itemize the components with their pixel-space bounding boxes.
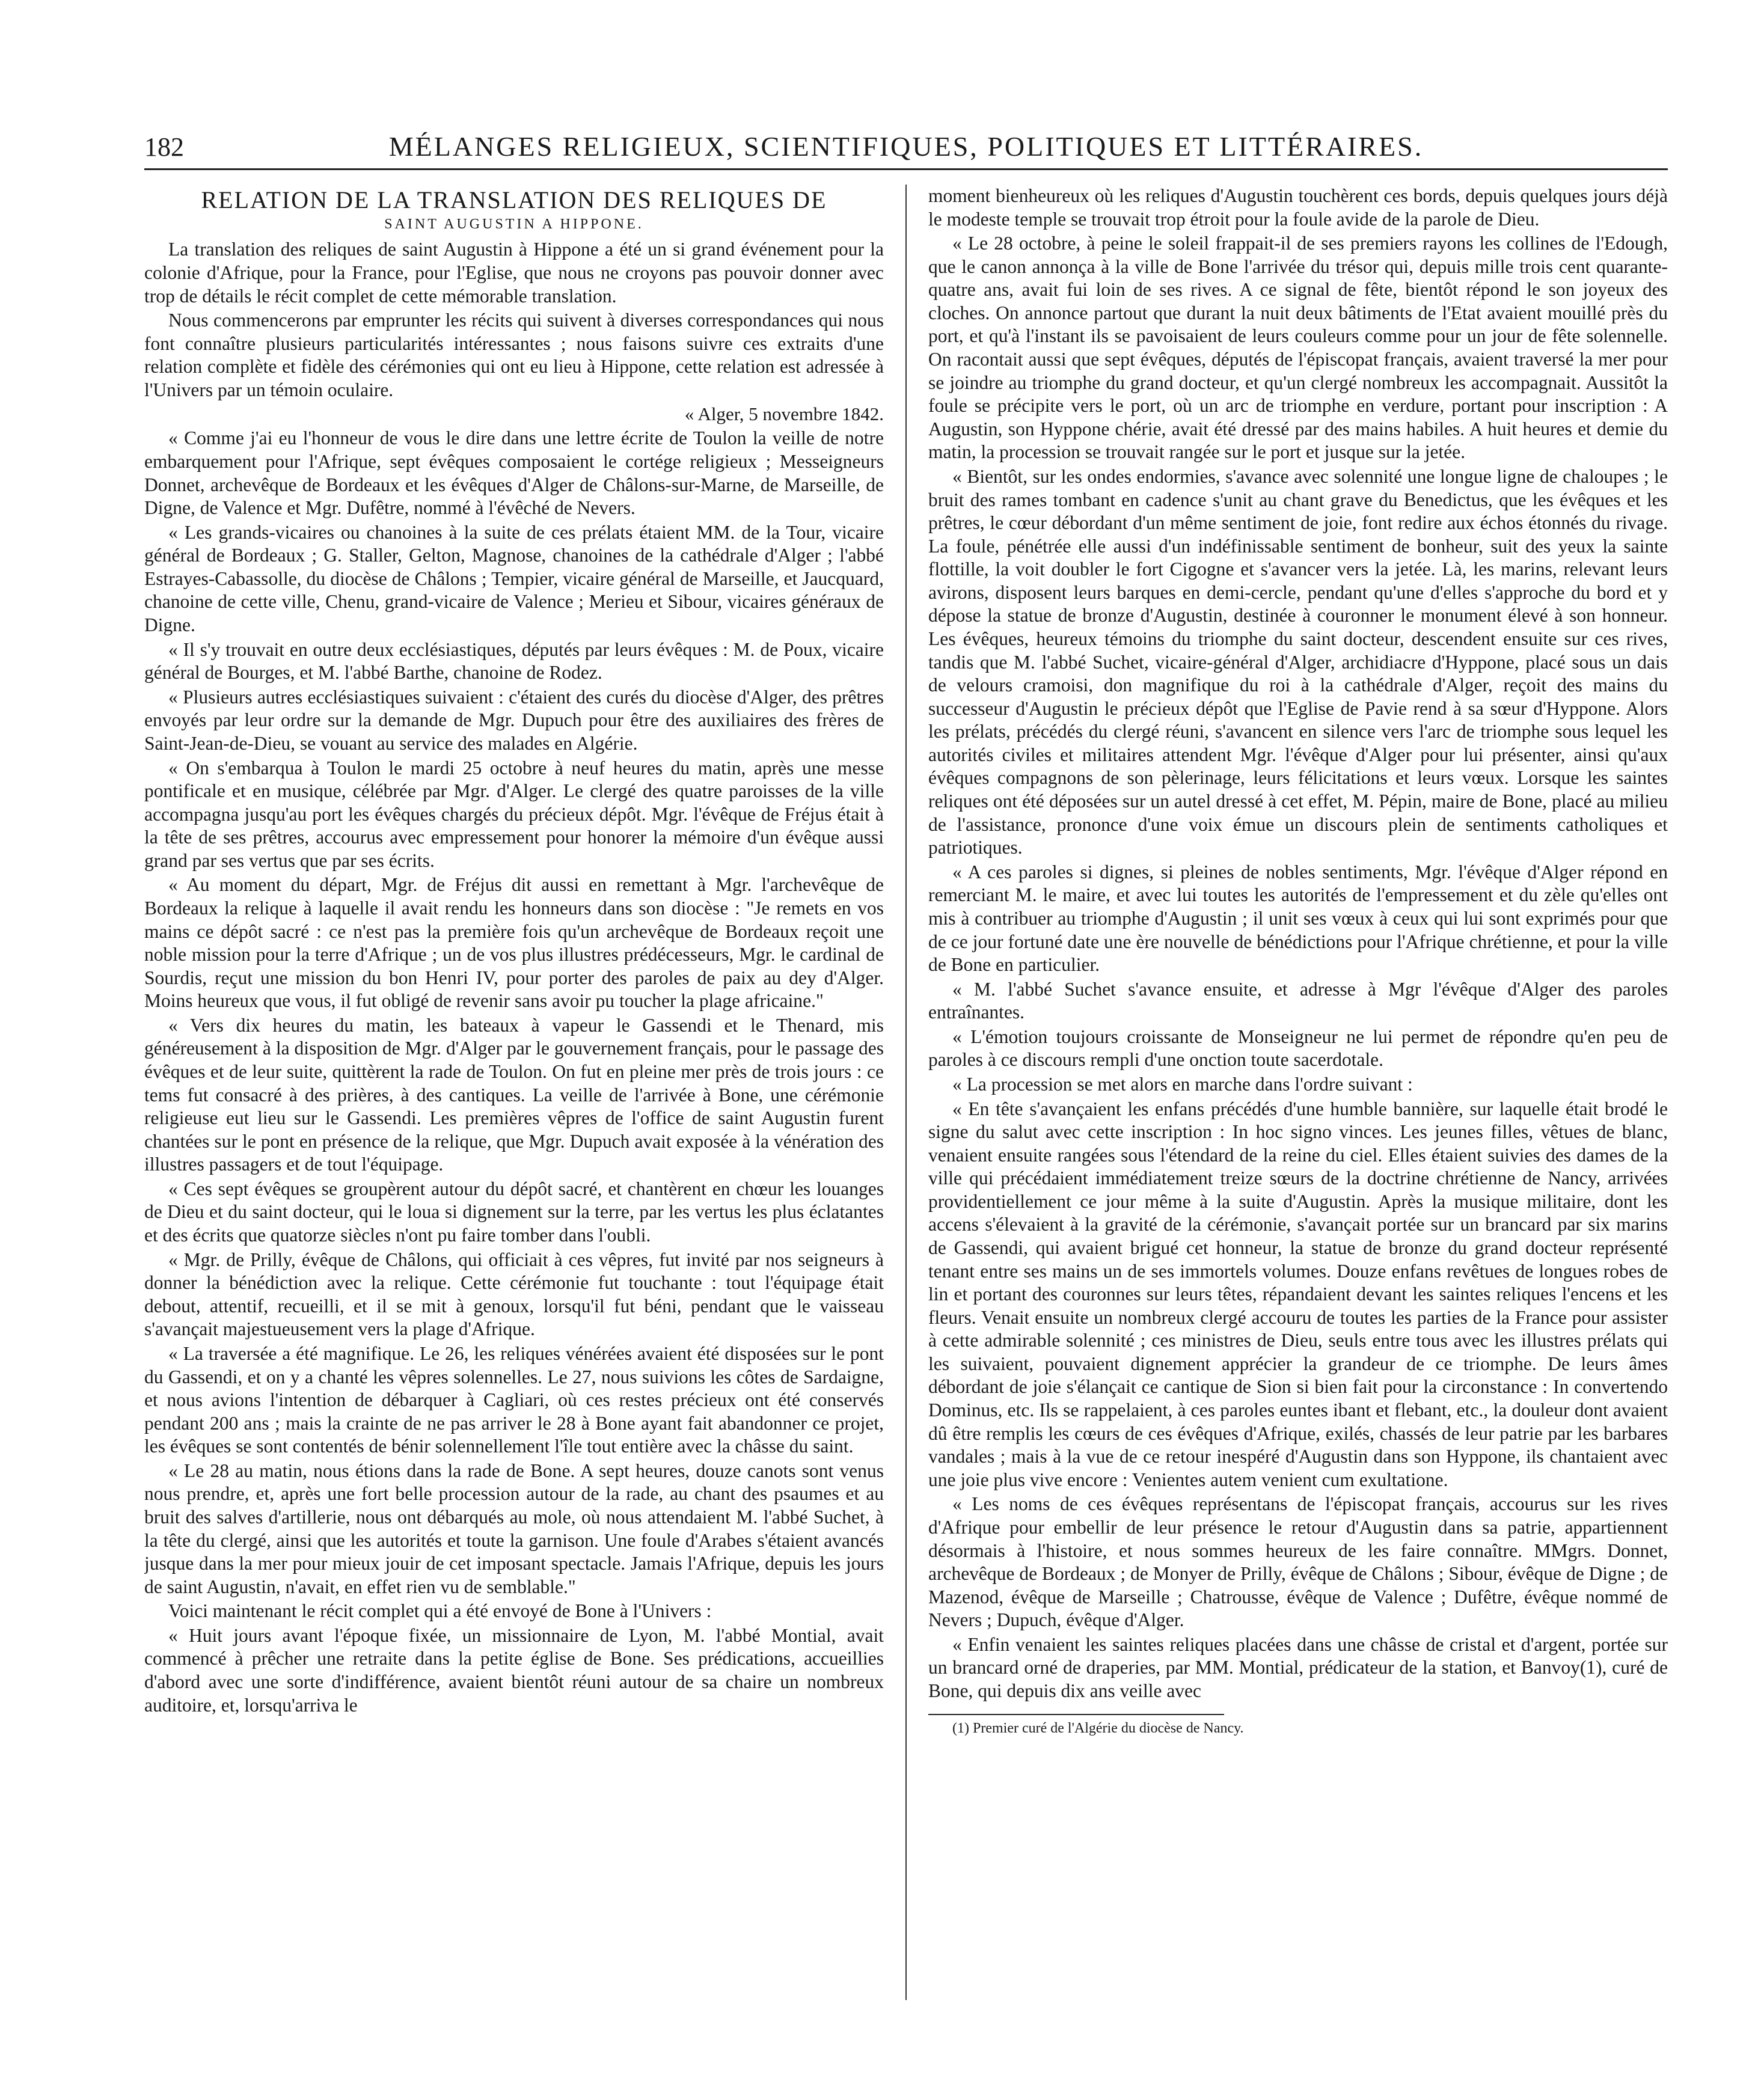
- footnote-rule: [928, 1714, 1224, 1715]
- running-head: [144, 114, 1668, 170]
- column-rule: [905, 185, 907, 2000]
- paragraph: « Bientôt, sur les ondes endormies, s'avance avec solennité une longue ligne de chaloupes ; le bruit des rames tombant en cadence s'unit au chant grave du Benedictus, que les évêques et les prêtres, le cœur débordant d'un même sentiment de joie, font redire aux échos étonnés du rivage. La foule, pénétrée elle aussi d'un indéfinissable sentiment de bonheur, suit des yeux la sainte flottille, la voit doubler le fort Cigogne et s'avancer vers la jetée. Là, les marins, relevant leurs avirons, disposent leurs barques en demi-cercle, pendant qu'une d'elles s'approche du bord et y dépose la statue de bronze d'Augustin, destinée à couronner le monument élevé à son honneur. Les évêques, heureux témoins du triomphe du saint docteur, descendent ensuite sur ces rives, tandis que M. l'abbé Suchet, vicaire-général d'Alger, archidiacre d'Hyppone, placé sous un dais de velours cramoisi, don magnifique du roi à la cathédrale d'Alger, reçoit des mains du successeur d'Augustin le précieux dépôt que l'Eglise de Pavie rend à sa sœur d'Hyppone. Alors les prélats, précédés du clergé réuni, s'avancent en silence vers l'arc de triomphe sous lequel les autorités civiles et militaires attendent Mgr. l'évêque d'Alger pour lui présenter, ainsi qu'aux évêques compagnons de son pèlerinage, leurs félicitations et leurs vœux. Lorsque les saintes reliques ont été déposées sur un autel dressé à cet effet, M. Pépin, maire de Bone, placé au milieu de l'assistance, prononce d'une voix émue un discours plein de sentiments catholiques et patriotiques.: [928, 465, 1668, 858]
- paragraph: « Les noms de ces évêques représentans de l'épiscopat français, accourus sur les rives d'Afrique pour embellir de leur présence le retour d'Augustin dans sa patrie, appartiennent désormais à l'histoire, et nous sommes heureux de les faire connaître. MMgrs. Donnet, archevêque de Bordeaux ; de Monyer de Prilly, évêque de Châlons ; Sibour, évêque de Digne ; de Mazenod, évêque de Marseille ; Chatrousse, évêque de Valence ; Dufêtre, évêque nommé de Nevers ; Dupuch, évêque d'Alger.: [928, 1493, 1668, 1631]
- article-subtitle: SAINT AUGUSTIN A HIPPONE.: [384, 216, 644, 232]
- paragraph: « L'émotion toujours croissante de Monseigneur ne lui permet de répondre qu'en peu de paroles à ce discours rempli d'une onction toute sacerdotale.: [928, 1026, 1668, 1071]
- paragraph: « M. l'abbé Suchet s'avance ensuite, et adresse à Mgr l'évêque d'Alger des paroles entraînantes.: [928, 978, 1668, 1023]
- paragraph: « On s'embarqua à Toulon le mardi 25 octobre à neuf heures du matin, après une messe pontificale et en musique, célébrée par Mgr. d'Alger. Le clergé des quatre paroisses de la ville accompagna jusqu'au port les évêques chargés du précieux dépôt. Mgr. l'évêque de Fréjus était à la tête de ses prêtres, accourus avec empressement pour honorer la mémoire d'un évêque aussi grand par ses vertus que par ses écrits.: [144, 757, 884, 871]
- paragraph: Voici maintenant le récit complet qui a été envoyé de Bone à l'Univers :: [168, 1600, 712, 1622]
- left-column: [144, 185, 884, 2000]
- paragraph: « Enfin venaient les saintes reliques placées dans une châsse de cristal et d'argent, portée sur un brancard orné de draperies, par MM. Montial, prédicateur de la station, et Banvoy(1), curé de Bone, qui depuis dix ans veille avec: [928, 1633, 1668, 1701]
- paragraph: « Plusieurs autres ecclésiastiques suivaient : c'étaient des curés du diocèse d'Alger, des prêtres envoyés par leur ordre sur la demande de Mgr. Dupuch pour être des auxiliaires des frères de Saint-Jean-de-Dieu, se vouant au service des malades en Algérie.: [144, 686, 884, 754]
- paragraph: « Il s'y trouvait en outre deux ecclésiastiques, députés par leurs évêques : M. de Poux, vicaire général de Bourges, et M. l'abbé Barthe, chanoine de Rodez.: [144, 638, 884, 684]
- paragraph: « Mgr. de Prilly, évêque de Châlons, qui officiait à ces vêpres, fut invité par nos seigneurs à donner la bénédiction avec la relique. Cette cérémonie fut touchante : tout l'équipage était debout, attentif, recueilli, et il se mit à genoux, lorsqu'il fut béni, pendant que le vaisseau s'avançait majestueusement vers la plage d'Afrique.: [144, 1249, 884, 1340]
- paragraph: « A ces paroles si dignes, si pleines de nobles sentiments, Mgr. l'évêque d'Alger répond en remerciant M. le maire, et avec lui toutes les autorités de l'empressement et du zèle qu'elles ont mis à contribuer au triomphe d'Augustin ; il unit ses vœux à ceux qui lui sont exprimés pour que de ce jour fortuné date une ère nouvelle de bénédictions pour l'Afrique chrétienne, et pour la ville de Bone en particulier.: [928, 861, 1668, 976]
- paragraph: « Le 28 octobre, à peine le soleil frappait-il de ses premiers rayons les collines de l'Edough, que le canon annonça à la ville de Bone l'arrivée du trésor qui, depuis mille trois cent quarante-quatre ans, avait fui loin de ses rives. A ce signal de fête, bientôt répond le son joyeux des cloches. On annonce partout que durant la nuit deux bâtiments de l'Etat avaient mouillé près du port, et qu'à l'instant ils se pavoisaient de leurs couleurs comme pour un jour de fête solennelle. On racontait aussi que sept évêques, députés de l'épiscopat français, avaient traversé la mer pour se joindre au triomphe du grand docteur, et qu'un clergé nombreux les accompagnait. Aussitôt la foule se précipite vers le port, où un arc de triomphe en verdure, portant pour inscription : A Augustin, son Hyppone chérie, avait été dressé par des mains habiles. A huit heures et demie du matin, la procession se trouvait rangée sur le port et jusque sur la jetée.: [928, 233, 1668, 463]
- paragraph: « Les grands-vicaires ou chanoines à la suite de ces prélats étaient MM. de la Tour, vicaire général de Bordeaux ; G. Staller, Gelton, Magnose, chanoines de la cathédrale d'Alger ; l'abbé Estrayes-Cabassolle, du diocèse de Châlons ; Tempier, vicaire général de Marseille, et Jaucquard, chanoine de cette ville, Chenu, grand-vicaire de Valence ; Merieu et Sibour, vicaires généraux de Digne.: [144, 521, 884, 636]
- paragraph: La translation des reliques de saint Augustin à Hippone a été un si grand événement pour la colonie d'Afrique, pour la France, pour l'Eglise, que nous ne croyons pas pouvoir donner avec trop de détails le récit complet de cette mémorable translation.: [144, 239, 884, 307]
- paragraph: « La traversée a été magnifique. Le 26, les reliques vénérées avaient été disposées sur le pont du Gassendi, et on y a chanté les vêpres solennelles. Le 27, nous suivions les côtes de Sardaigne, et nous avions l'intention de débarquer à Cagliari, où ces restes précieux ont été conservés pendant 200 ans ; mais la crainte de ne pas arriver le 28 à Bone ayant fait abandonner ce projet, les évêques se sont contentés de bénir solennellement l'île tout entière avec la châsse du saint.: [144, 1342, 884, 1457]
- footnote: (1) Premier curé de l'Algérie du diocèse de Nancy.: [952, 1720, 1244, 1736]
- paragraph: « Au moment du départ, Mgr. de Fréjus dit aussi en remettant à Mgr. l'archevêque de Bordeaux la relique à laquelle il avait rendu les honneurs dans son diocèse : "Je remets en vos mains ce dépôt sacré : ce n'est pas la première fois qu'un archevêque de Bordeaux reçoit une noble mission pour la terre d'Afrique ; un de vos plus illustres prédécesseurs, Mgr. le cardinal de Sourdis, reçut une mission du bon Henri IV, pour porter des paroles de paix au dey d'Alger. Moins heureux que vous, il fut obligé de revenir sans avoir pu toucher la plage africaine.": [144, 874, 884, 1012]
- right-column: [928, 185, 1668, 2000]
- paragraph: Nous commencerons par emprunter les récits qui suivent à diverses correspondances qui nous font connaître plusieurs particularités intéressantes ; nous faisons suivre ces extraits d'une relation complète et fidèle des cérémonies qui ont eu lieu à Hippone, cette relation est adressée à l'Univers par un témoin oculaire.: [144, 310, 884, 400]
- dateline: « Alger, 5 novembre 1842.: [684, 403, 884, 425]
- article-title: RELATION DE LA TRANSLATION DES RELIQUES DE: [201, 186, 827, 213]
- paragraph: « Ces sept évêques se groupèrent autour du dépôt sacré, et chantèrent en chœur les louanges de Dieu et du saint docteur, qui le loua si dignement sur la terre, par les vertus les plus éclatantes et des écrits que quatorze siècles n'ont pu faire tomber dans l'oubli.: [144, 1178, 884, 1246]
- paragraph: « Le 28 au matin, nous étions dans la rade de Bone. A sept heures, douze canots sont venus nous prendre, et, après une fort belle procession autour de la rade, au chant des psaumes et au bruit des salves d'artillerie, nous ont débarqués au mole, où nous attendaient M. l'abbé Suchet, à la tête du clergé, ainsi que les autorités et toute la garnison. Une foule d'Arabes s'étaient avancés jusque dans la mer pour mieux jouir de cet imposant spectacle. Jamais l'Afrique, depuis les jours de saint Augustin, n'avait, en effet rien vu de semblable.": [144, 1460, 884, 1597]
- paragraph: moment bienheureux où les reliques d'Augustin touchèrent ces bords, depuis quelques jours déjà le modeste temple se trouvait trop étroit pour la foule avide de la parole de Dieu.: [928, 185, 1668, 230]
- paragraph: « En tête s'avançaient les enfans précédés d'une humble bannière, sur laquelle était brodé le signe du salut avec cette inscription : In hoc signo vinces. Les jeunes filles, vêtues de blanc, venaient ensuite rangées sous l'étendard de la reine du ciel. Elles étaient suivies des dames de la ville qui précédaient immédiatement treize sœurs de la doctrine chrétienne de Nancy, arrivées providentiellement ce jour même à la suite d'Augustin. Après la musique militaire, dont les accens s'élevaient à la gravité de la cérémonie, s'avançait portée sur un brancard par six marins de Gassendi, qui avaient brigué cet honneur, la statue de bronze du grand docteur représenté tenant entre ses mains un de ses immortels volumes. Douze enfans revêtues de longues robes de lin et portant des couronnes sur leurs têtes, répandaient devant les saintes reliques l'encens et les fleurs. Venait ensuite un nombreux clergé accouru de toutes les parties de la France pour assister à cette admirable solennité ; ces ministres de Dieu, seuls entre tous avec les illustres prélats qui les suivaient, pouvaient dignement apprécier la grandeur de ce triomphe. De leurs âmes débordant de joie s'élançait ce cantique de Sion si bien fait pour la circonstance : In convertendo Dominus, etc. Ils se rappelaient, à ces paroles euntes ibant et flebant, etc., la douleur dont avaient dû être remplis les cœurs de ces évêques d'Afrique, exilés, chassés de leur patrie par les barbares vandales ; mais à la vue de ce retour inespéré d'Augustin dans son Hyppone, ils chantaient avec une joie plus vive encore : Venientes autem venient cum exultatione.: [928, 1098, 1668, 1490]
- paragraph: « La procession se met alors en marche dans l'ordre suivant :: [952, 1073, 1413, 1095]
- journal-title: MÉLANGES RELIGIEUX, SCIENTIFIQUES, POLITIQUES ET LITTÉRAIRES.: [388, 131, 1424, 162]
- paragraph: « Comme j'ai eu l'honneur de vous le dire dans une lettre écrite de Toulon la veille de notre embarquement pour l'Afrique, sept évêques composaient le cortége religieux ; Messeigneurs Donnet, archevêque de Bordeaux et les évêques d'Alger de Châlons-sur-Marne, de Marseille, de Digne, de Valence et Mgr. Dufêtre, nommé à l'évêché de Nevers.: [144, 427, 884, 519]
- page-number: 182: [144, 132, 184, 162]
- paragraph: « Huit jours avant l'époque fixée, un missionnaire de Lyon, M. l'abbé Montial, avait commencé à prêcher une retraite dans la petite église de Bone. Ses prédications, accueillies d'abord avec une sorte d'indifférence, avaient bientôt réuni autour de sa chaire un nombreux auditoire, et, lorsqu'arriva le: [144, 1624, 884, 1716]
- article-columns: [144, 185, 1668, 2000]
- paragraph: « Vers dix heures du matin, les bateaux à vapeur le Gassendi et le Thenard, mis généreusement à la disposition de Mgr. d'Alger par le gouvernement français, pour le passage des évêques et de leur suite, quittèrent la rade de Toulon. On fut en pleine mer près de trois jours : ce tems fut consacré à des prières, à des cantiques. La veille de l'arrivée à Bone, une cérémonie religieuse eut lieu sur le Gassendi. Les premières vêpres de l'office de saint Augustin furent chantées sur le pont en présence de la relique, que Mgr. Dupuch avait exposée à la vénération des illustres passagers et de tout l'équipage.: [144, 1014, 884, 1175]
